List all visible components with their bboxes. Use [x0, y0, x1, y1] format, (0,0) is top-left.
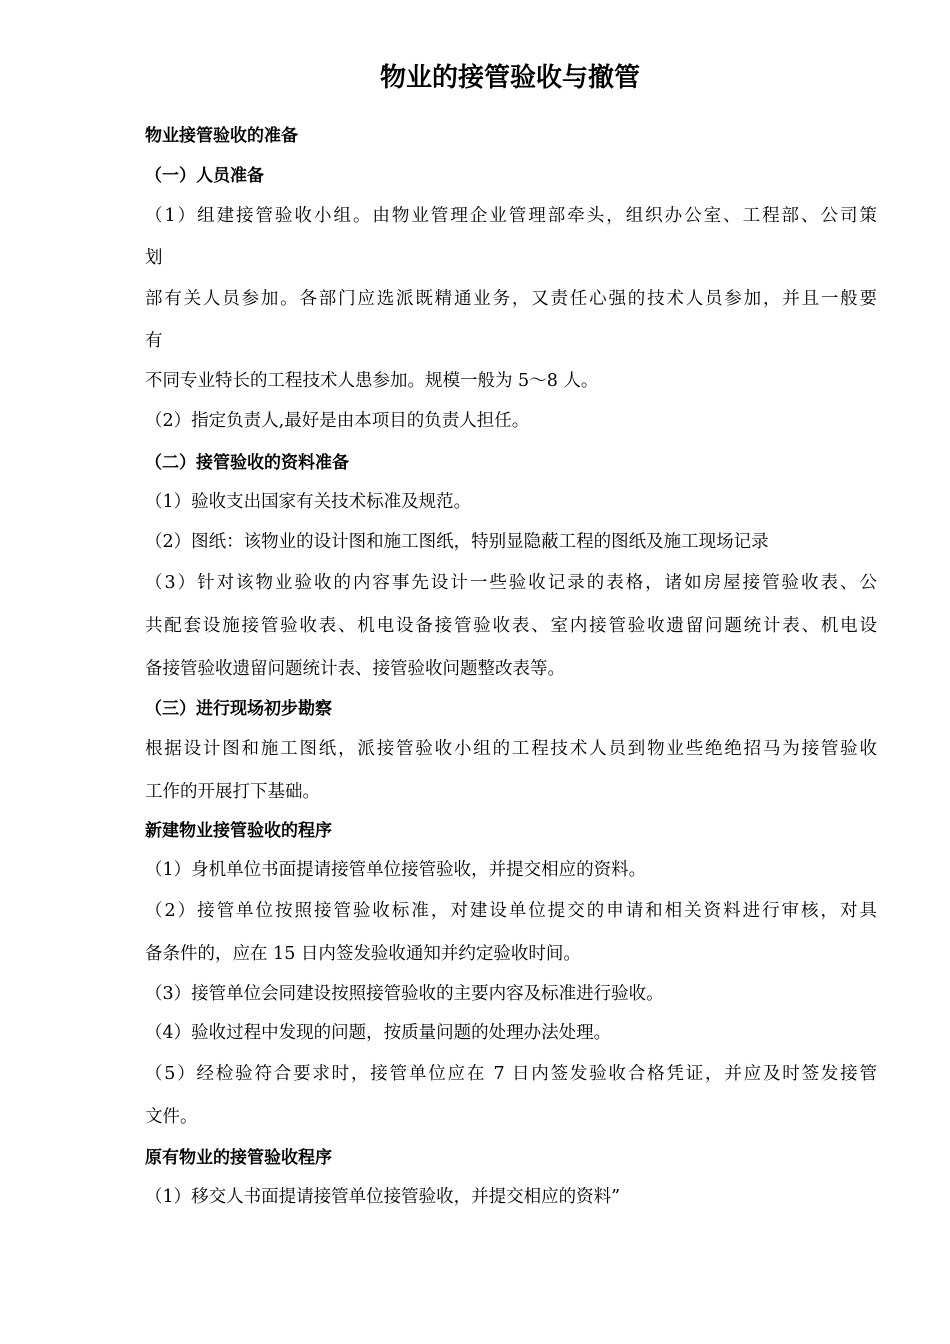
document-title: 物业的接管验收与撤管: [379, 63, 640, 93]
paragraph-line: 备条件的，应在 15 日内签发验收通知并约定验收时间。: [145, 944, 581, 964]
paragraph-line: 不同专业特长的工程技术人患参加。规模一般为 5～8 人。: [145, 371, 599, 391]
paragraph-line: 备接管验收遗留问题统计表、接管验收问题整改表等。: [145, 659, 565, 679]
paragraph-line: （3）针对该物业验收的内容事先设计一些验收记录的表格，诸如房屋接管验收表、公: [145, 573, 877, 593]
section-heading-preparation: 物业接管验收的准备: [145, 126, 298, 146]
paragraph-line: （5）经检验符合要求时，接管单位应在 7 日内签发验收合格凭证，并应及时签发接管: [145, 1064, 877, 1084]
paragraph-line: 文件。: [145, 1107, 198, 1127]
paragraph-line: 工作的开展打下基础。: [145, 782, 320, 802]
paragraph-line: （2）指定负责人,最好是由本项目的负责人担任。: [145, 411, 530, 431]
paragraph-line: （1）组建接管验收小组。由物业管理企业管理部牵头，组织办公室、工程部、公司策: [145, 206, 877, 226]
section-heading-new-property: 新建物业接管验收的程序: [145, 821, 332, 841]
section-heading-existing-property: 原有物业的接管验收程序: [145, 1148, 332, 1168]
subsection-heading-materials: （二）接管验收的资料准备: [145, 453, 349, 473]
paragraph-line: 部有关人员参加。各部门应选派既精通业务，又责任心强的技术人员参加，并且一般要: [145, 289, 877, 309]
paragraph-line: （1）身机单位书面提请接管单位接管验收，并提交相应的资料。: [145, 860, 647, 880]
paragraph-line: 划: [145, 248, 163, 268]
paragraph-line: （4）验收过程中发现的问题，按质量问题的处理办法处理。: [145, 1023, 612, 1043]
paragraph-line: （3）接管单位会同建设按照接管验收的主要内容及标准进行验收。: [145, 984, 664, 1004]
paragraph-line: （2）接管单位按照接管验收标准，对建设单位提交的申请和相关资料进行审核，对具: [145, 901, 877, 921]
paragraph-line: 有: [145, 331, 163, 351]
paragraph-line: 共配套设施接管验收表、机电设备接管验收表、室内接管验收遗留问题统计表、机电设: [145, 616, 877, 636]
paragraph-line: （1）验收支出国家有关技术标准及规范。: [145, 492, 472, 512]
paragraph-line: 根据设计图和施工图纸，派接管验收小组的工程技术人员到物业些绝绝招马为接管验收: [145, 739, 877, 759]
subsection-heading-site-survey: （三）进行现场初步勘察: [145, 699, 332, 719]
paragraph-line: （2）图纸：该物业的设计图和施工图纸，特别显隐蔽工程的图纸及施工现场记录: [145, 532, 769, 552]
subsection-heading-staff: （一）人员准备: [145, 166, 264, 186]
paragraph-line: （1）移交人书面提请接管单位接管验收，并提交相应的资料”: [145, 1187, 621, 1207]
